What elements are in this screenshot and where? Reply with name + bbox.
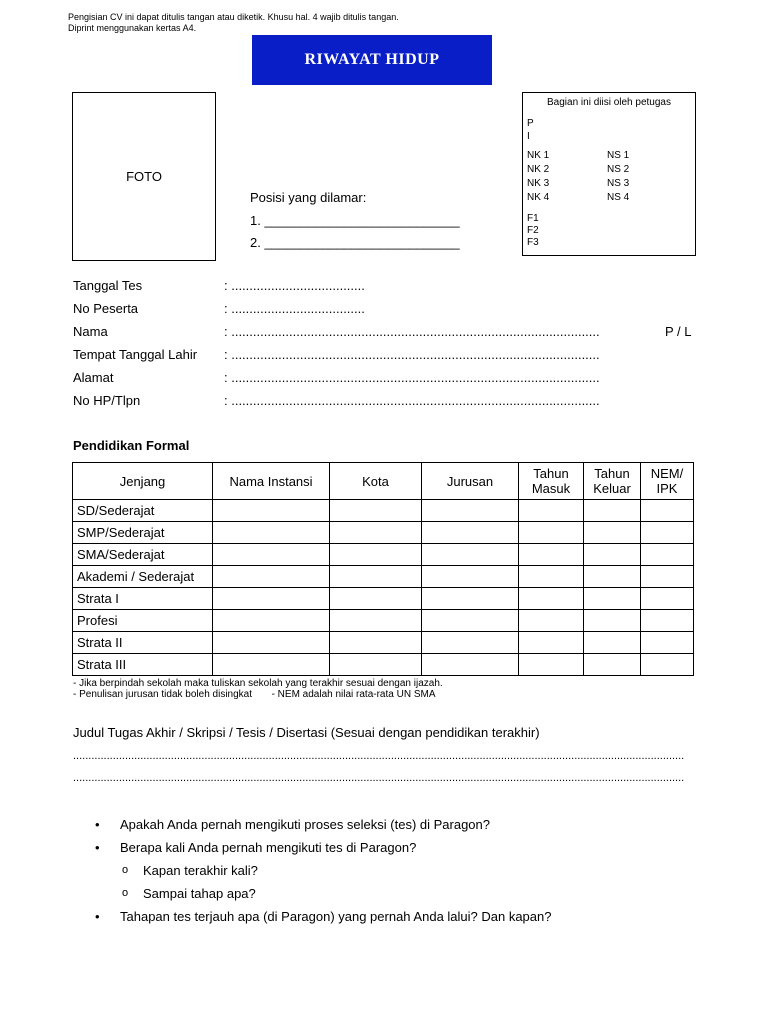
officer-i: I <box>527 131 530 142</box>
field-value[interactable]: : ..................................... <box>224 278 365 293</box>
officer-box <box>522 92 696 256</box>
question-3: Tahapan tes terjauh apa (di Paragon) yang pernah Anda lalui? Dan kapan? <box>120 909 552 924</box>
officer-ns-1: NS 1 <box>607 150 630 161</box>
education-note-2a: - Penulisan jurusan tidak boleh disingkat <box>73 689 252 700</box>
cell-input[interactable] <box>422 632 519 654</box>
cell-input[interactable] <box>213 500 330 522</box>
officer-p: P <box>527 118 534 129</box>
education-title: Pendidikan Formal <box>73 438 190 453</box>
col-header-nem-ipk: NEM/ IPK <box>641 463 694 500</box>
field-label: No HP/Tlpn <box>73 393 141 408</box>
cell-input[interactable] <box>213 544 330 566</box>
cell-input[interactable] <box>519 566 584 588</box>
question-2: Berapa kali Anda pernah mengikuti tes di Paragon? <box>120 840 417 855</box>
cell-input[interactable] <box>519 610 584 632</box>
cell-input[interactable] <box>213 522 330 544</box>
cell-input[interactable] <box>584 610 641 632</box>
row-label: SMA/Sederajat <box>73 544 213 566</box>
table-row <box>73 610 694 632</box>
officer-ns-4: NS 4 <box>607 192 630 203</box>
header-note-line-1: Pengisian CV ini dapat ditulis tangan atau diketik. Khusu hal. 4 wajib ditulis tangan. <box>68 12 399 22</box>
page-title: RIWAYAT HIDUP <box>252 35 492 85</box>
row-label: SD/Sederajat <box>73 500 213 522</box>
cell-input[interactable] <box>641 522 694 544</box>
bullet-icon: • <box>95 840 100 855</box>
field-value[interactable]: : ...................................................................................................... <box>224 393 600 408</box>
cell-input[interactable] <box>213 566 330 588</box>
question-1: Apakah Anda pernah mengikuti proses seleksi (tes) di Paragon? <box>120 817 490 832</box>
cell-input[interactable] <box>422 566 519 588</box>
row-label: Profesi <box>73 610 213 632</box>
cell-input[interactable] <box>584 654 641 676</box>
cell-input[interactable] <box>330 500 422 522</box>
officer-nk-4: NK 4 <box>527 192 550 203</box>
circle-bullet-icon: o <box>122 887 129 899</box>
table-row <box>73 588 694 610</box>
question-2a: Kapan terakhir kali? <box>143 863 258 878</box>
position-label: Posisi yang dilamar: <box>250 190 367 205</box>
row-label: Strata III <box>73 654 213 676</box>
officer-box-heading: Bagian ini diisi oleh petugas <box>547 97 671 108</box>
cell-input[interactable] <box>422 588 519 610</box>
photo-label: FOTO <box>126 169 162 184</box>
cell-input[interactable] <box>641 654 694 676</box>
question-2b: Sampai tahap apa? <box>143 886 256 901</box>
table-row <box>73 654 694 676</box>
field-label: Tempat Tanggal Lahir <box>73 347 198 362</box>
officer-ns-2: NS 2 <box>607 164 630 175</box>
cell-input[interactable] <box>641 588 694 610</box>
bullet-icon: • <box>95 909 100 924</box>
field-label: No Peserta <box>73 301 139 316</box>
table-row <box>73 544 694 566</box>
officer-f-1: F1 <box>527 213 539 224</box>
col-header-jurusan: Jurusan <box>422 463 519 500</box>
position-line-1[interactable]: 1. ___________________________ <box>250 213 460 228</box>
education-table <box>72 462 694 676</box>
cell-input[interactable] <box>584 566 641 588</box>
circle-bullet-icon: o <box>122 864 129 876</box>
cell-input[interactable] <box>584 522 641 544</box>
col-header-tahun-masuk: Tahun Masuk <box>519 463 584 500</box>
field-value[interactable]: : ...................................................................................................... <box>224 324 600 339</box>
gender-option[interactable]: P / L <box>665 324 692 339</box>
cell-input[interactable] <box>584 544 641 566</box>
cell-input[interactable] <box>330 544 422 566</box>
cell-input[interactable] <box>519 544 584 566</box>
cell-input[interactable] <box>330 632 422 654</box>
cell-input[interactable] <box>330 566 422 588</box>
cell-input[interactable] <box>213 632 330 654</box>
cell-input[interactable] <box>519 500 584 522</box>
cell-input[interactable] <box>519 588 584 610</box>
col-header-tahun-keluar: Tahun Keluar <box>584 463 641 500</box>
bullet-icon: • <box>95 817 100 832</box>
cell-input[interactable] <box>330 522 422 544</box>
education-note-2b: - NEM adalah nilai rata-rata UN SMA <box>271 689 436 700</box>
cell-input[interactable] <box>422 500 519 522</box>
col-header-jenjang: Jenjang <box>73 463 213 500</box>
cell-input[interactable] <box>641 610 694 632</box>
cell-input[interactable] <box>584 588 641 610</box>
officer-nk-2: NK 2 <box>527 164 550 175</box>
field-label: Tanggal Tes <box>73 278 143 293</box>
cell-input[interactable] <box>519 522 584 544</box>
col-header-nama-instansi: Nama Instansi <box>213 463 330 500</box>
education-note-1: - Jika berpindah sekolah maka tuliskan sekolah yang terakhir sesuai dengan ijazah. <box>73 678 443 689</box>
table-row <box>73 522 694 544</box>
cell-input[interactable] <box>641 544 694 566</box>
cell-input[interactable] <box>641 566 694 588</box>
officer-f-3: F3 <box>527 237 539 248</box>
officer-ns-3: NS 3 <box>607 178 630 189</box>
cell-input[interactable] <box>213 610 330 632</box>
cell-input[interactable] <box>422 522 519 544</box>
officer-nk-3: NK 3 <box>527 178 550 189</box>
officer-f-2: F2 <box>527 225 539 236</box>
education-notes <box>73 678 443 700</box>
row-label: Akademi / Sederajat <box>73 566 213 588</box>
position-line-2[interactable]: 2. ___________________________ <box>250 235 460 250</box>
field-value[interactable]: : ...................................................................................................... <box>224 370 600 385</box>
cell-input[interactable] <box>422 654 519 676</box>
education-note-2 <box>73 689 443 700</box>
photo-box[interactable] <box>72 92 216 261</box>
cell-input[interactable] <box>330 654 422 676</box>
field-value[interactable]: : ..................................... <box>224 301 365 316</box>
header-note-line-2: Diprint menggunakan kertas A4. <box>68 23 197 33</box>
cell-input[interactable] <box>641 632 694 654</box>
col-header-kota: Kota <box>330 463 422 500</box>
header-note <box>68 12 399 34</box>
position-section <box>250 190 460 257</box>
row-label: Strata I <box>73 588 213 610</box>
education-header-row <box>73 463 694 500</box>
thesis-label: Judul Tugas Akhir / Skripsi / Tesis / Disertasi (Sesuai dengan pendidikan terakhir) <box>73 725 540 740</box>
cell-input[interactable] <box>519 632 584 654</box>
thesis-line-2[interactable]: ........................................................................................................................................................................................................ <box>73 772 685 784</box>
cell-input[interactable] <box>519 654 584 676</box>
officer-nk-1: NK 1 <box>527 150 550 161</box>
cell-input[interactable] <box>330 588 422 610</box>
cell-input[interactable] <box>213 654 330 676</box>
row-label: Strata II <box>73 632 213 654</box>
field-label: Alamat <box>73 370 114 385</box>
field-label: Nama <box>73 324 108 339</box>
cell-input[interactable] <box>330 610 422 632</box>
table-row <box>73 632 694 654</box>
cell-input[interactable] <box>584 500 641 522</box>
cell-input[interactable] <box>584 632 641 654</box>
cell-input[interactable] <box>422 544 519 566</box>
cell-input[interactable] <box>422 610 519 632</box>
cell-input[interactable] <box>213 588 330 610</box>
cell-input[interactable] <box>641 500 694 522</box>
table-row <box>73 566 694 588</box>
thesis-line-1[interactable]: ........................................................................................................................................................................................................ <box>73 750 685 762</box>
field-value[interactable]: : ...................................................................................................... <box>224 347 600 362</box>
table-row <box>73 500 694 522</box>
row-label: SMP/Sederajat <box>73 522 213 544</box>
